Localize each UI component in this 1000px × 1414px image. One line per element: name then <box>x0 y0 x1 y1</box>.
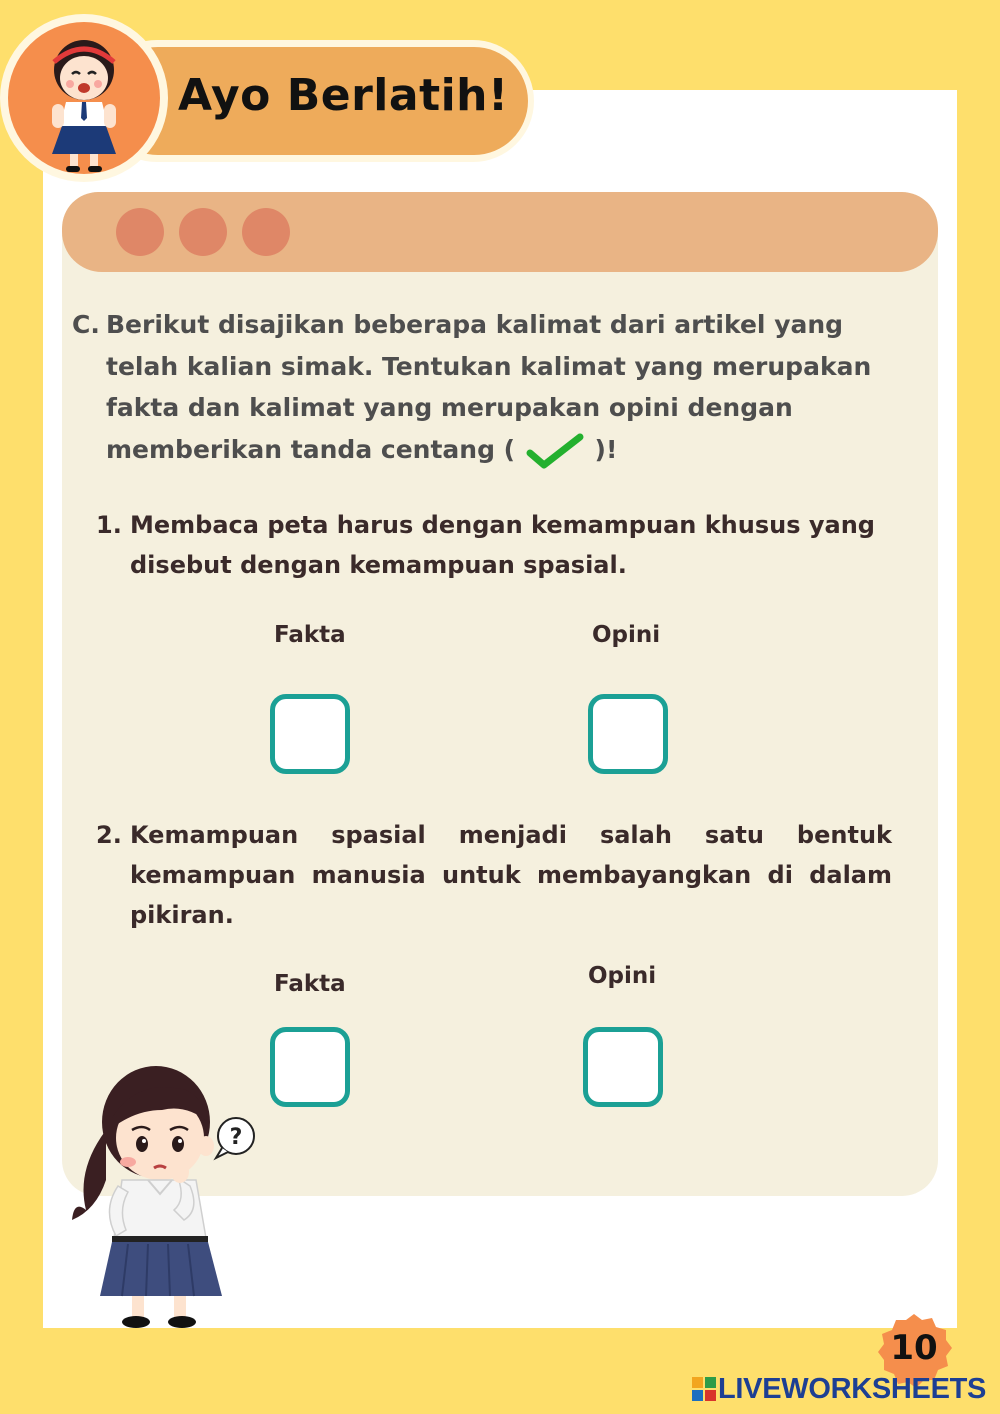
question-number: 1. <box>96 511 122 539</box>
checkbox-q2-fakta[interactable] <box>270 1027 350 1107</box>
checkmark-icon <box>524 431 586 471</box>
checkbox-q2-opini[interactable] <box>583 1027 663 1107</box>
window-dot-icon <box>116 208 164 256</box>
question-text: Kemampuan spasial menjadi salah satu bentuk <box>130 821 892 849</box>
brand-name: LIVEWORKSHEETS <box>718 1373 987 1405</box>
option-fakta-label: Fakta <box>274 622 346 648</box>
svg-text:?: ? <box>229 1125 243 1150</box>
question-text: Membaca peta harus dengan kemampuan khusus yang <box>130 511 875 539</box>
window-dot-icon <box>179 208 227 256</box>
instruction-label: C. <box>72 310 100 339</box>
liveworksheets-logo-icon <box>692 1377 716 1401</box>
instruction-line: fakta dan kalimat yang merupakan opini dengan <box>106 393 793 422</box>
card-header-bar <box>62 192 938 272</box>
page-title: Ayo Berlatih! <box>178 70 509 121</box>
thinking-girl-icon <box>66 1060 266 1332</box>
window-dot-icon <box>242 208 290 256</box>
option-opini-label: Opini <box>588 963 657 989</box>
question-text: pikiran. <box>130 901 234 929</box>
option-fakta-label: Fakta <box>274 971 346 997</box>
girl-student-icon <box>8 22 160 174</box>
instruction-line: telah kalian simak. Tentukan kalimat yang merupakan <box>106 351 872 381</box>
instruction-line: memberikan tanda centang ( )! <box>106 429 912 471</box>
page-number: 10 <box>890 1328 938 1368</box>
question-number: 2. <box>96 821 122 849</box>
instruction-line: Berikut disajikan beberapa kalimat dari artikel yang <box>106 310 844 339</box>
question-text: disebut dengan kemampuan spasial. <box>130 551 627 579</box>
question-text: kemampuan manusia untuk membayangkan di dalam <box>130 861 892 889</box>
option-opini-label: Opini <box>592 622 661 648</box>
checkbox-q1-fakta[interactable] <box>270 694 350 774</box>
checkbox-q1-opini[interactable] <box>588 694 668 774</box>
avatar <box>8 22 160 174</box>
